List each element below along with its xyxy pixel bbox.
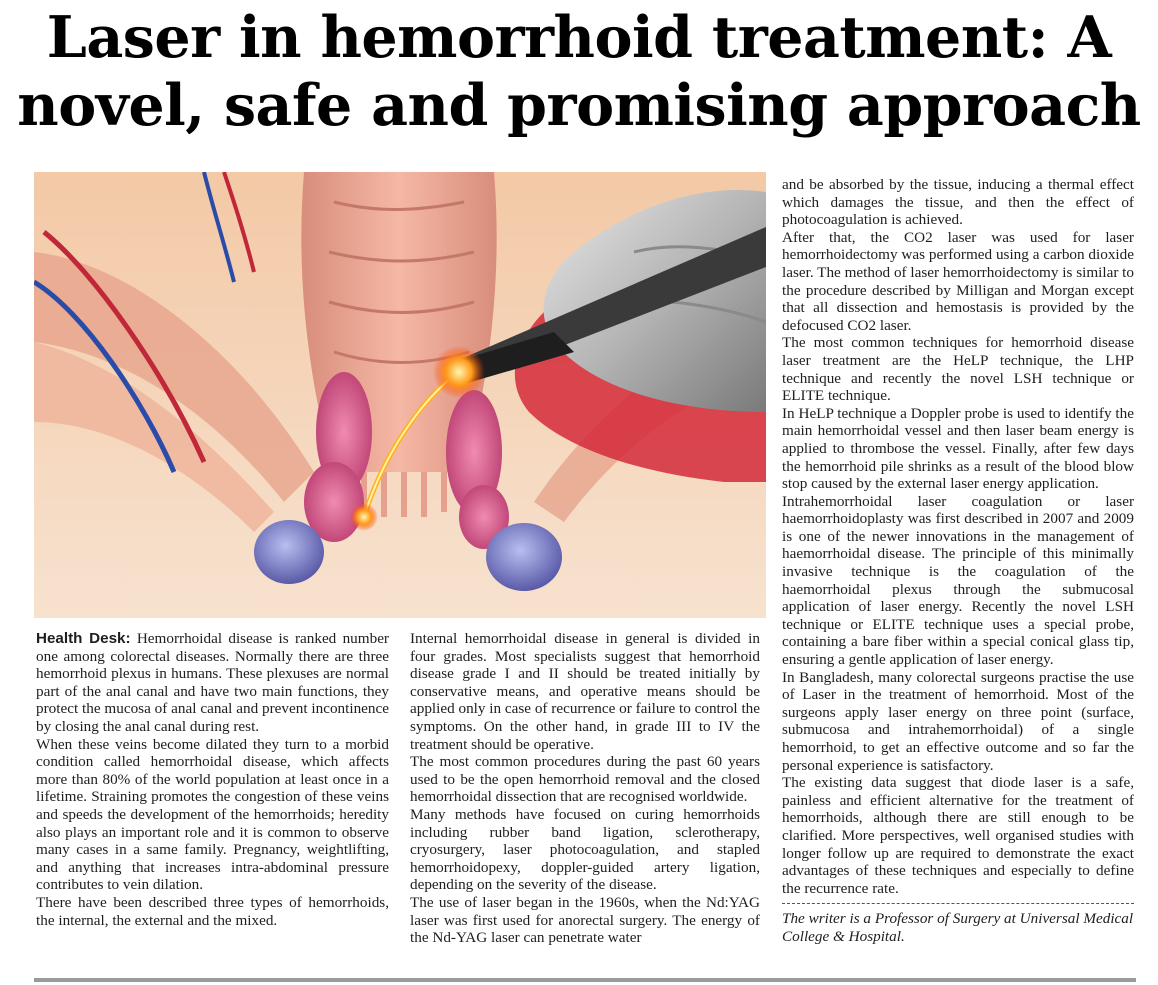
paragraph: Many methods have focused on curing hemorrhoids including rubber band ligation, sclerotherapy, cryosurgery, laser photocoagulation, and stapled hemorrhoidopexy, doppler-guided artery ligation, depending on the severity of the disease. xyxy=(410,805,760,894)
headline xyxy=(0,4,1158,140)
paragraph: Intrahemorrhoidal laser coagulation or laser haemorrhoidoplasty was first described in 2007 and 2009 is one of the newer innovations in the management of haemorrhoidal disease. The principle of this minimally invasive technique is the coagulation of the haemorrhoidal plexus through the submucosal application of laser energy. Recently the novel LSH technique or ELITE technique uses a special probe, containing a bare fiber within a special conical glass tip, ensuring a gentle application of laser energy. xyxy=(782,492,1134,669)
paragraph: After that, the CO2 laser was used for laser hemorrhoidectomy was performed using a carbon dioxide laser. The method of laser hemorrhoidectomy is similar to the procedure described by Milligan and Morgan except that all dissection and hemostasis is provided by the defocused CO2 laser. xyxy=(782,228,1134,334)
hemorrhoid-laser-illustration xyxy=(34,172,766,618)
headline-line-1: Laser in hemorrhoid treatment: A xyxy=(46,4,1112,71)
paragraph: Internal hemorrhoidal disease in general is divided in four grades. Most specialists suggest that hemorrhoid disease grade I and II should be treated initially by conservative means, and operative means should be applied only in case of recurrence or failure to control the symptoms. On the other hand, in grade III to IV the treatment should be operative. xyxy=(410,630,761,753)
article-column-3 xyxy=(782,176,1134,946)
paragraph: The most common techniques for hemorrhoid disease laser treatment are the HeLP technique, the LHP technique and recently the novel LSH technique or ELITE technique. xyxy=(782,334,1134,405)
divider xyxy=(782,903,1134,904)
paragraph: In Bangladesh, many colorectal surgeons practise the use of Laser in the treatment of hemorrhoid. Most of the surgeons apply laser energy on three point (surface, submucosa and intrahemorrhoidal) of a single hemorrhoid, to get an effective outcome and so far the personal experience is satisfactory. xyxy=(782,668,1134,774)
author-byline: The writer is a Professor of Surgery at Universal Medical College & Hospital. xyxy=(782,910,1134,945)
paragraph xyxy=(36,630,389,736)
headline-line-2: novel, safe and promising approach xyxy=(17,72,1141,139)
article-column-2 xyxy=(410,630,760,947)
paragraph: There have been described three types of hemorrhoids, the internal, the external and the mixed. xyxy=(36,893,389,929)
bottom-rule xyxy=(34,978,1136,982)
paragraph-text: Hemorrhoidal disease is ranked number one among colorectal diseases. Normally there are three hemorrhoid plexus in humans. These plexuses are normal part of the anal canal and have two main functions, they protect the mucosa of anal canal and prevent incontinence by closing the anal canal during rest. xyxy=(36,630,389,735)
paragraph: In HeLP technique a Doppler probe is used to identify the main hemorrhoidal vessel and then laser beam energy is applied to thrombose the vessel. Finally, after few days the hemorrhoid pile shrinks as a result of the blood blow stop caused by the external laser energy application. xyxy=(782,404,1134,493)
paragraph: When these veins become dilated they turn to a morbid condition called hemorrhoidal disease, which affects more than 80% of the world population at least once in a lifetime. Straining promotes the congestion of these veins and speeds the development of the hemorrhoids; heredity also plays an important role and it is common to observe many cases in a same family. Pregnancy, weightlifting, and anything that increases intra-abdominal pressure contributes to vein dilation. xyxy=(36,735,389,894)
paragraph: The most common procedures during the past 60 years used to be the open hemorrhoid removal and the closed hemorrhoidal dissection that are recognised worldwide. xyxy=(410,753,760,806)
paragraph: and be absorbed by the tissue, inducing a thermal effect which damages the tissue, and then the effect of photocoagulation is achieved. xyxy=(782,176,1134,229)
paragraph: The existing data suggest that diode laser is a safe, painless and efficient alternative for the treatment of hemorrhoids, although there are still enough to be clarified. More perspectives, well organised studies with longer follow up are required to demonstrate the exact advantages of these techniques and especially to define the recurrence rate. xyxy=(782,774,1134,897)
article-column-1 xyxy=(36,630,389,929)
paragraph: The use of laser began in the 1960s, when the Nd:YAG laser was first used for anorectal surgery. The energy of the Nd-YAG laser can penetrate water xyxy=(410,893,760,947)
section-lead: Health Desk: xyxy=(36,630,131,647)
